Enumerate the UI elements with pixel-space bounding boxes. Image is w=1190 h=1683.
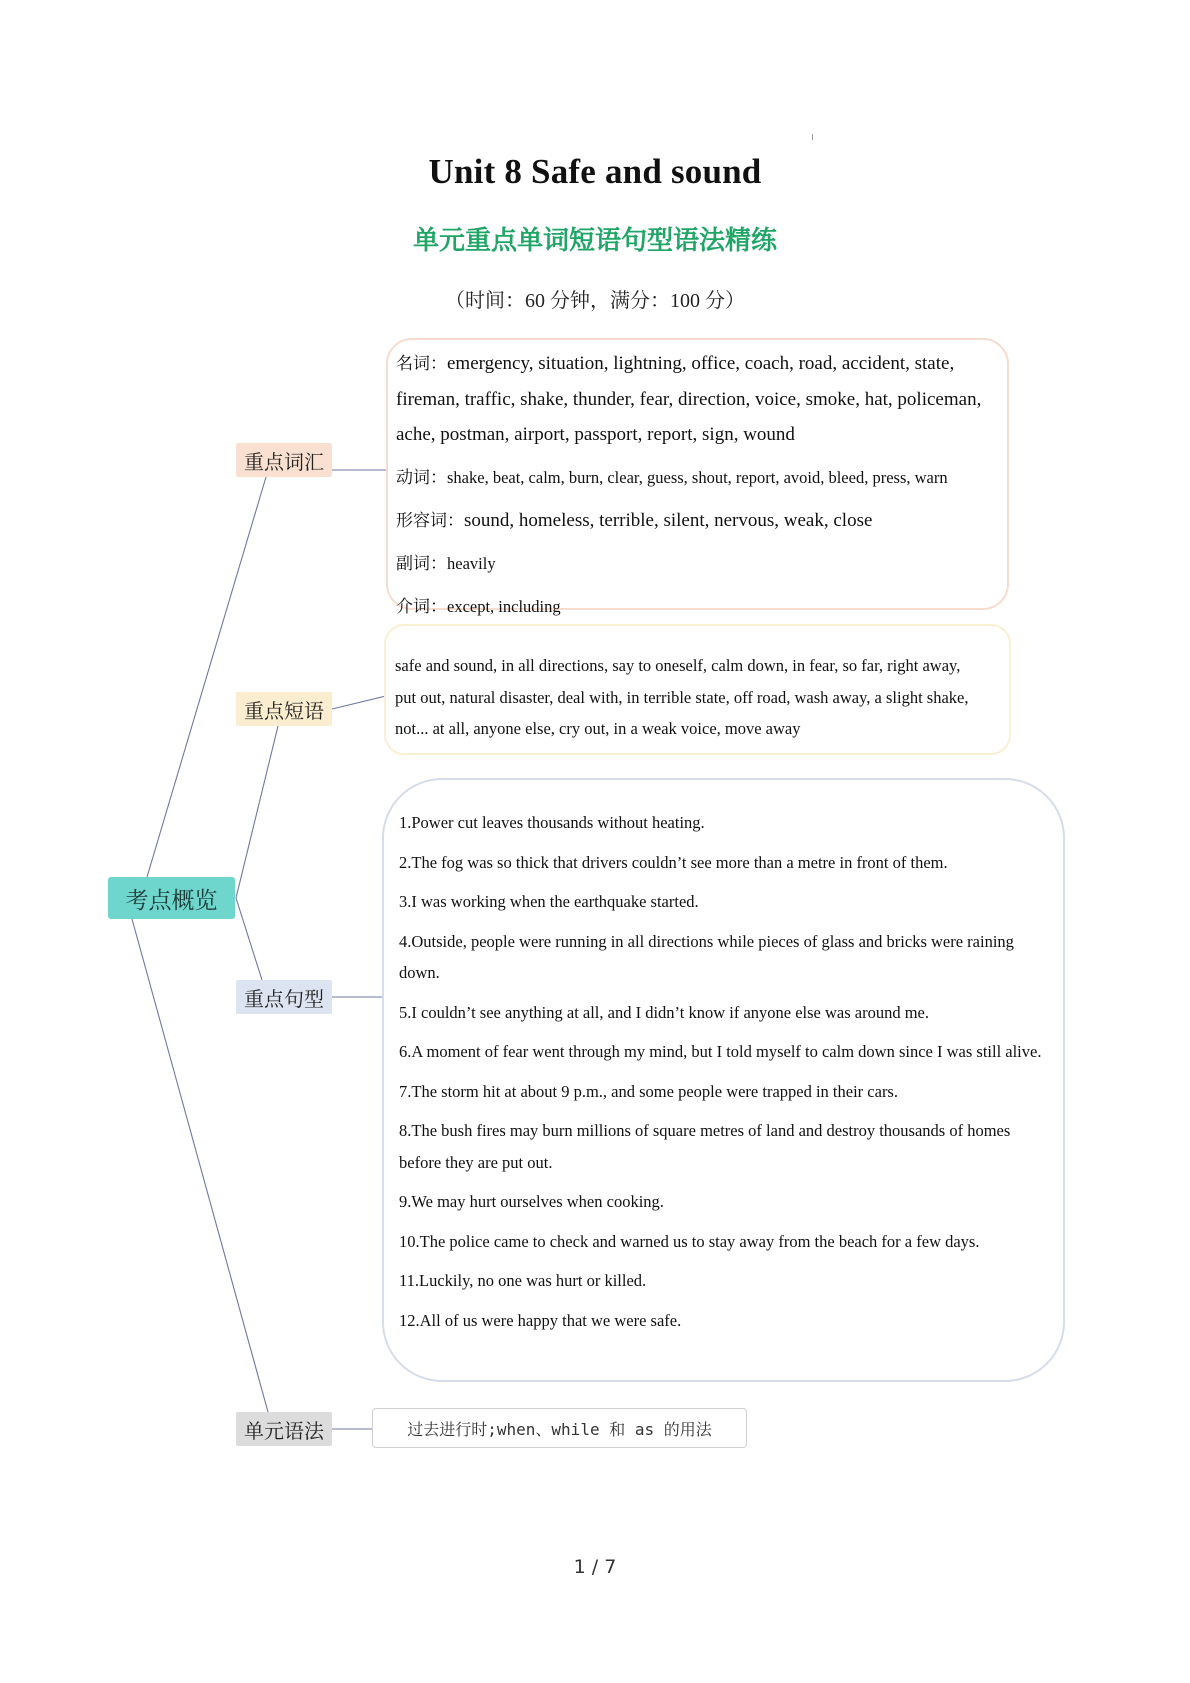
sentences-box <box>382 778 1065 1382</box>
noun-line-3: ache, postman, airport, passport, report, sign, wound <box>396 424 795 445</box>
adjective-row <box>396 503 995 539</box>
preposition-label: 介词： <box>396 597 447 617</box>
verb-items: shake, beat, calm, burn, clear, guess, shout, report, avoid, bleed, press, warn <box>447 468 948 487</box>
exam-meta: （时间：60 分钟，满分：100 分） <box>445 290 745 312</box>
connector-root-sentence <box>236 898 262 980</box>
connector-root-phrase <box>236 726 278 898</box>
sentence-item: 3.I was working when the earthquake started. <box>399 892 699 911</box>
vocabulary-box <box>386 338 1009 617</box>
connector-root-vocab <box>147 477 266 877</box>
noun-label: 名词： <box>396 354 447 374</box>
page-number: 1 / 7 <box>573 1556 617 1578</box>
sentence-item: 12.All of us were happy that we were safe. <box>399 1310 682 1330</box>
branch-unit-grammar: 单元语法 <box>236 1412 332 1446</box>
verb-row <box>396 460 995 496</box>
phrase-line-3: not... at all, anyone else, cry out, in a weak voice, move away <box>395 719 801 738</box>
branch-key-sentences: 重点句型 <box>236 980 332 1014</box>
sentence-item: 11.Luckily, no one was hurt or killed. <box>399 1271 647 1290</box>
adverb-items: heavily <box>447 554 496 573</box>
noun-line-2: fireman, traffic, shake, thunder, fear, direction, voice, smoke, hat, policeman, <box>396 389 982 410</box>
sentence-item: 7.The storm hit at about 9 p.m., and some people were trapped in their cars. <box>399 1081 898 1101</box>
phrases-box <box>384 624 1011 755</box>
page-subtitle: 单元重点单词短语句型语法精练 <box>412 226 777 256</box>
adjective-label: 形容词： <box>396 511 464 531</box>
adverb-row <box>396 546 995 582</box>
preposition-row <box>396 589 995 625</box>
phrase-line-1: safe and sound, in all directions, say to oneself, calm down, in fear, so far, right away, <box>395 656 961 675</box>
connector-phrase-box <box>332 696 386 709</box>
preposition-items: except, including <box>447 597 561 616</box>
grammar-box: 过去进行时;when、while 和 as 的用法 <box>372 1408 747 1448</box>
noun-row <box>396 346 995 382</box>
sentence-item: 6.A moment of fear went through my mind, but I told myself to calm down since I was still alive. <box>399 1042 1042 1061</box>
adverb-label: 副词： <box>396 554 447 574</box>
adjective-items: sound, homeless, terrible, silent, nervous, weak, close <box>464 510 873 531</box>
sentence-item: 1.Power cut leaves thousands without heating. <box>399 813 705 832</box>
sentence-item: 10.The police came to check and warned us to stay away from the beach for a few days. <box>399 1231 980 1251</box>
sentence-item: 8.The bush fires may burn millions of square metres of land and destroy thousands of homes before they are put out. <box>399 1121 1011 1172</box>
verb-label: 动词： <box>396 468 447 488</box>
sentence-item: 9.We may hurt ourselves when cooking. <box>399 1192 664 1211</box>
phrase-line-2: put out, natural disaster, deal with, in terrible state, off road, wash away, a slight shake, <box>395 687 969 707</box>
sentence-item: 5.I couldn’t see anything at all, and I didn’t know if anyone else was around me. <box>399 1002 930 1022</box>
branch-key-vocabulary: 重点词汇 <box>236 443 332 477</box>
branch-key-phrases: 重点短语 <box>236 692 332 726</box>
noun-line-1: emergency, situation, lightning, office, coach, road, accident, state, <box>447 353 955 374</box>
mindmap-root-node: 考点概览 <box>108 877 235 919</box>
page-title: Unit 8 Safe and sound <box>428 152 762 191</box>
sentence-item: 4.Outside, people were running in all directions while pieces of glass and bricks were raining down. <box>399 931 1014 982</box>
sentence-item: 2.The fog was so thick that drivers couldn’t see more than a metre in front of them. <box>399 852 948 872</box>
